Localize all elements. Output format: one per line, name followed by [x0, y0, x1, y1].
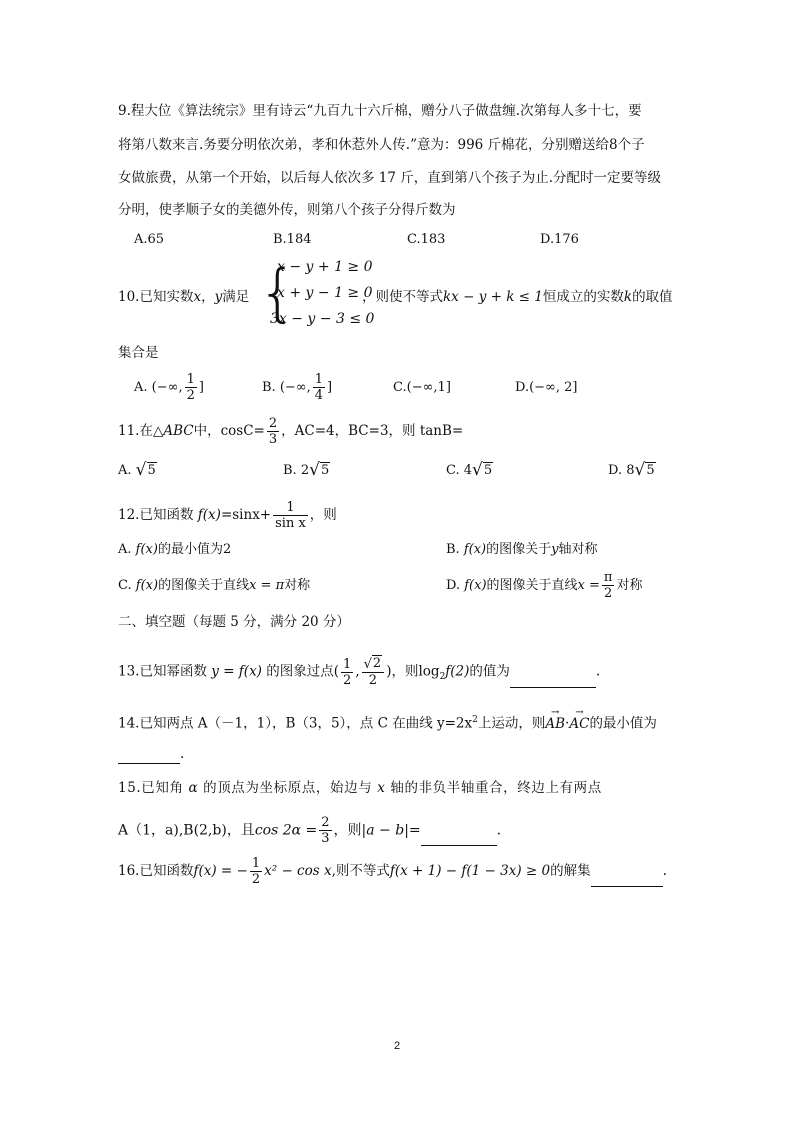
q11-d-label: D. — [608, 463, 623, 478]
q11-a-sqrt: √5 — [135, 460, 156, 480]
q11-fraction — [267, 416, 279, 447]
q13-mid2: ，则 — [391, 663, 419, 680]
q10-system-row3: 3x − y − 3 ≤ 0 — [270, 311, 375, 327]
q9-option-b: B.184 — [273, 232, 312, 247]
q16-fraction — [250, 856, 262, 887]
q10-b-den: 4 — [314, 388, 324, 403]
q13-sep: , — [355, 663, 360, 680]
q15-and: ，且 — [226, 822, 255, 839]
q15-prefix: 15.已知角 — [118, 780, 184, 796]
q15-line2 — [118, 815, 501, 846]
q10-b-fraction — [313, 372, 325, 403]
q11-b-coef: 2 — [300, 463, 310, 478]
q10-a-den: 2 — [186, 388, 195, 403]
q14-end: . — [180, 746, 185, 762]
q11-d-coef: 8 — [626, 463, 635, 478]
q13-fraction-1 — [341, 657, 353, 688]
q15-line1c: 轴的非负半轴重合，终边上有两点 — [390, 780, 602, 796]
q10-option-a — [134, 372, 204, 403]
q11-a-label: A. — [118, 463, 132, 478]
q12-prefix: 12.已知函数 — [118, 507, 194, 523]
q13-stem — [118, 656, 600, 688]
q12-den: sin x — [275, 516, 306, 531]
q11-mid: 中，cosC= — [193, 423, 265, 439]
q14-line2 — [118, 744, 184, 764]
q13-den1: 2 — [343, 672, 352, 688]
q15-points: A（1，a),B(2,b) — [118, 822, 227, 839]
q13-mid: 的图象过点 — [266, 663, 334, 680]
q14-dot: · — [565, 715, 570, 732]
q12-d-num: π — [603, 570, 613, 585]
q10-var-x: x — [193, 289, 202, 305]
q12-option-c — [118, 576, 310, 596]
q15-fraction — [319, 815, 331, 846]
q13-pt-open: ( — [333, 663, 340, 680]
q13-fraction-2 — [362, 656, 385, 688]
q11-d-sqrt: √5 — [634, 460, 655, 480]
q9-line4: 分明，使孝顺子女的美德外传，则第八个孩子分得斤数为 — [118, 202, 456, 218]
q12-a-fx: f(x) — [135, 542, 158, 557]
q10-stem — [118, 287, 249, 307]
q9-option-d: D.176 — [540, 232, 579, 247]
q10-b-label: B. — [262, 380, 276, 395]
q16-stem — [118, 856, 667, 887]
q16-inequality: f(x + 1) − f(1 − 3x) ≥ 0 — [389, 863, 551, 879]
q11-option-b — [283, 460, 330, 481]
q15-line1b: 的顶点为坐标原点，始边与 — [203, 780, 373, 796]
q16-mid: ,则不等式 — [331, 863, 390, 879]
q13-num2: √2 — [362, 656, 385, 673]
q10-a-num: 1 — [186, 372, 195, 387]
q15-end: . — [496, 822, 502, 839]
q10-mid: ，则使不等式 — [362, 289, 443, 305]
q13-den2: 2 — [368, 673, 378, 688]
q16-den: 2 — [251, 872, 261, 887]
q13-func: y = f(x) — [211, 663, 262, 680]
q14-stem — [118, 710, 657, 734]
q9-line2: 将第八数来言.务要分明依次弟，孝和休惹外人传.”意为：996 斤棉花，分别赠送给8个子 — [118, 137, 645, 153]
q12-b-text1: 的图像关于 — [486, 542, 552, 557]
q12-d-fraction — [602, 570, 615, 601]
q13-log: log — [418, 663, 440, 680]
q15-line1 — [118, 778, 602, 798]
q15-den: 3 — [321, 831, 330, 846]
q12-b-var: y — [551, 542, 559, 557]
q16-prefix: 16.已知函数 — [118, 863, 194, 879]
q12-eq: =sinx+ — [220, 507, 272, 523]
q13-answer-blank[interactable] — [510, 673, 596, 688]
q12-fx: f(x) — [197, 507, 221, 523]
q15-num: 2 — [321, 815, 330, 830]
q12-num: 1 — [273, 500, 308, 516]
q11-den: 3 — [268, 432, 278, 447]
q10-inequality: kx − y + k ≤ 1 — [443, 289, 543, 305]
q13-radicand: 2 — [372, 656, 382, 671]
q10-comma: ， — [201, 289, 215, 305]
q12-d-text2: 对称 — [616, 578, 643, 593]
q12-c-eq: x = π — [249, 578, 285, 593]
q10-system-row1: x − y + 1 ≥ 0 — [277, 259, 373, 275]
q11-c-coef: 4 — [463, 463, 473, 478]
q10-b-post: ] — [327, 380, 333, 395]
q10-line2: 集合是 — [118, 345, 159, 361]
q10-option-b — [262, 372, 332, 403]
q12-d-den: 2 — [604, 586, 613, 601]
q15-xvar: x — [377, 780, 386, 796]
q13-end: . — [595, 663, 601, 680]
q12-option-a — [118, 540, 231, 560]
q10-a-pre: (−∞, — [151, 380, 183, 395]
q12-b-text2: 轴对称 — [558, 542, 598, 557]
q15-then: ，则 — [333, 822, 362, 839]
q14-suffix: 的最小值为 — [589, 715, 657, 732]
q12-c-text2: 对称 — [284, 578, 311, 593]
q11-b-sqrt: √5 — [309, 460, 330, 480]
q11-abc: ABC — [163, 423, 194, 439]
q9-line1: 9.程大位《算法统宗》里有诗云“九百九十六斤棉，赠分八子做盘缠.次第每人多十七，要 — [118, 103, 642, 119]
q15-cos: cos 2α = — [254, 822, 318, 839]
q12-fraction — [273, 500, 308, 531]
q16-answer-blank[interactable] — [591, 872, 663, 887]
q11-d-radicand: 5 — [646, 463, 655, 478]
q12-d-label: D. — [446, 578, 461, 593]
q11-option-a — [118, 460, 157, 481]
q11-b-radicand: 5 — [320, 463, 330, 478]
q10-system-brace: { — [258, 256, 298, 329]
q12-c-text1: 的图像关于直线 — [158, 578, 250, 593]
q10-c-value: (−∞,1] — [406, 380, 451, 395]
q11-option-c — [446, 460, 493, 481]
q16-end: . — [662, 863, 667, 879]
q11-c-sqrt: √5 — [472, 460, 493, 480]
q11-stem — [118, 416, 463, 447]
q10-a-post: ] — [198, 380, 204, 395]
section-2-title: 二、填空题（每题 5 分，满分 20 分） — [118, 614, 350, 630]
q10-option-c — [393, 378, 451, 398]
q9-line3: 女做旅费，从第一个开始，以后每人依次多 17 斤，直到第八个孩子为止.分配时一定要等级 — [118, 170, 662, 186]
q10-d-label: D. — [515, 380, 530, 395]
q15-abs: |a − b| — [361, 822, 409, 839]
q14-sup: 2 — [472, 715, 478, 725]
q12-d-eq: x = — [577, 578, 600, 593]
q10-system-row2: x + y − 1 ≥ 0 — [277, 285, 373, 301]
q15-eq: = — [408, 822, 421, 839]
q13-num1: 1 — [343, 656, 352, 672]
q13-log-arg: f(2) — [445, 663, 470, 680]
q12-a-label: A. — [118, 542, 132, 557]
q12-option-b — [446, 540, 598, 560]
q10-a-fraction — [185, 372, 197, 403]
q11-c-radicand: 5 — [483, 463, 493, 478]
q12-suffix: ，则 — [309, 507, 337, 523]
q10-var-y: y — [214, 289, 223, 305]
q9-option-a: A.65 — [134, 232, 165, 247]
q15-alpha: α — [188, 780, 199, 796]
q12-d-fx: f(x) — [464, 578, 487, 593]
q12-c-label: C. — [118, 578, 132, 593]
q11-a-radicand: 5 — [147, 463, 156, 478]
q13-prefix: 13.已知幂函数 — [118, 663, 207, 680]
q11-c-label: C. — [446, 463, 460, 478]
q10-option-d — [515, 378, 578, 398]
q10-b-pre: (−∞, — [279, 380, 311, 395]
q12-c-fx: f(x) — [135, 578, 159, 593]
q13-log-base: 2 — [439, 672, 446, 683]
q11-b-label: B. — [283, 463, 297, 478]
q14-text: 14.已知两点 A（－1，1），B（3，5），点 C 在曲线 y=2x — [118, 715, 473, 732]
q11-option-d — [608, 460, 656, 481]
page-number: 2 — [393, 1040, 401, 1052]
q10-suffix: 的取值 — [632, 289, 673, 305]
q14-mid: 上运动，则 — [477, 715, 546, 732]
q12-d-text1: 的图像关于直线 — [486, 578, 578, 593]
q12-option-d — [446, 570, 642, 601]
q13-pt-close: ) — [386, 663, 392, 680]
q10-c-label: C. — [393, 380, 407, 395]
q16-rest: x² − cos x — [264, 863, 332, 879]
q12-stem — [118, 500, 337, 531]
q10-stem-rest — [362, 287, 673, 307]
q10-prefix: 10.已知实数 — [118, 289, 194, 305]
q10-b-num: 1 — [314, 372, 324, 387]
q14-vec-ac: → AC — [569, 714, 589, 734]
q11-prefix: 11.在△ — [118, 423, 164, 439]
q15-answer-blank[interactable] — [421, 831, 497, 846]
q10-var-k: k — [623, 289, 633, 305]
q10-mid2: 恒成立的实数 — [542, 289, 624, 305]
q12-b-fx: f(x) — [463, 542, 487, 557]
q12-a-text: 的最小值为2 — [157, 542, 232, 557]
q16-suffix: 的解集 — [550, 863, 591, 879]
q16-num: 1 — [251, 856, 261, 871]
q16-fx: f(x) = − — [193, 863, 248, 879]
q9-option-c: C.183 — [407, 232, 446, 247]
q14-answer-blank[interactable] — [118, 749, 180, 764]
q11-num: 2 — [268, 416, 278, 431]
q10-d-value: (−∞, 2] — [529, 380, 578, 395]
q10-a-label: A. — [134, 380, 148, 395]
q12-b-label: B. — [446, 542, 460, 557]
q14-vec-ab: → AB — [545, 714, 565, 734]
q13-suffix: 的值为 — [469, 663, 510, 680]
q10-satisfy: 满足 — [222, 289, 250, 305]
q11-suffix: ，AC=4，BC=3，则 tanB= — [281, 423, 464, 439]
